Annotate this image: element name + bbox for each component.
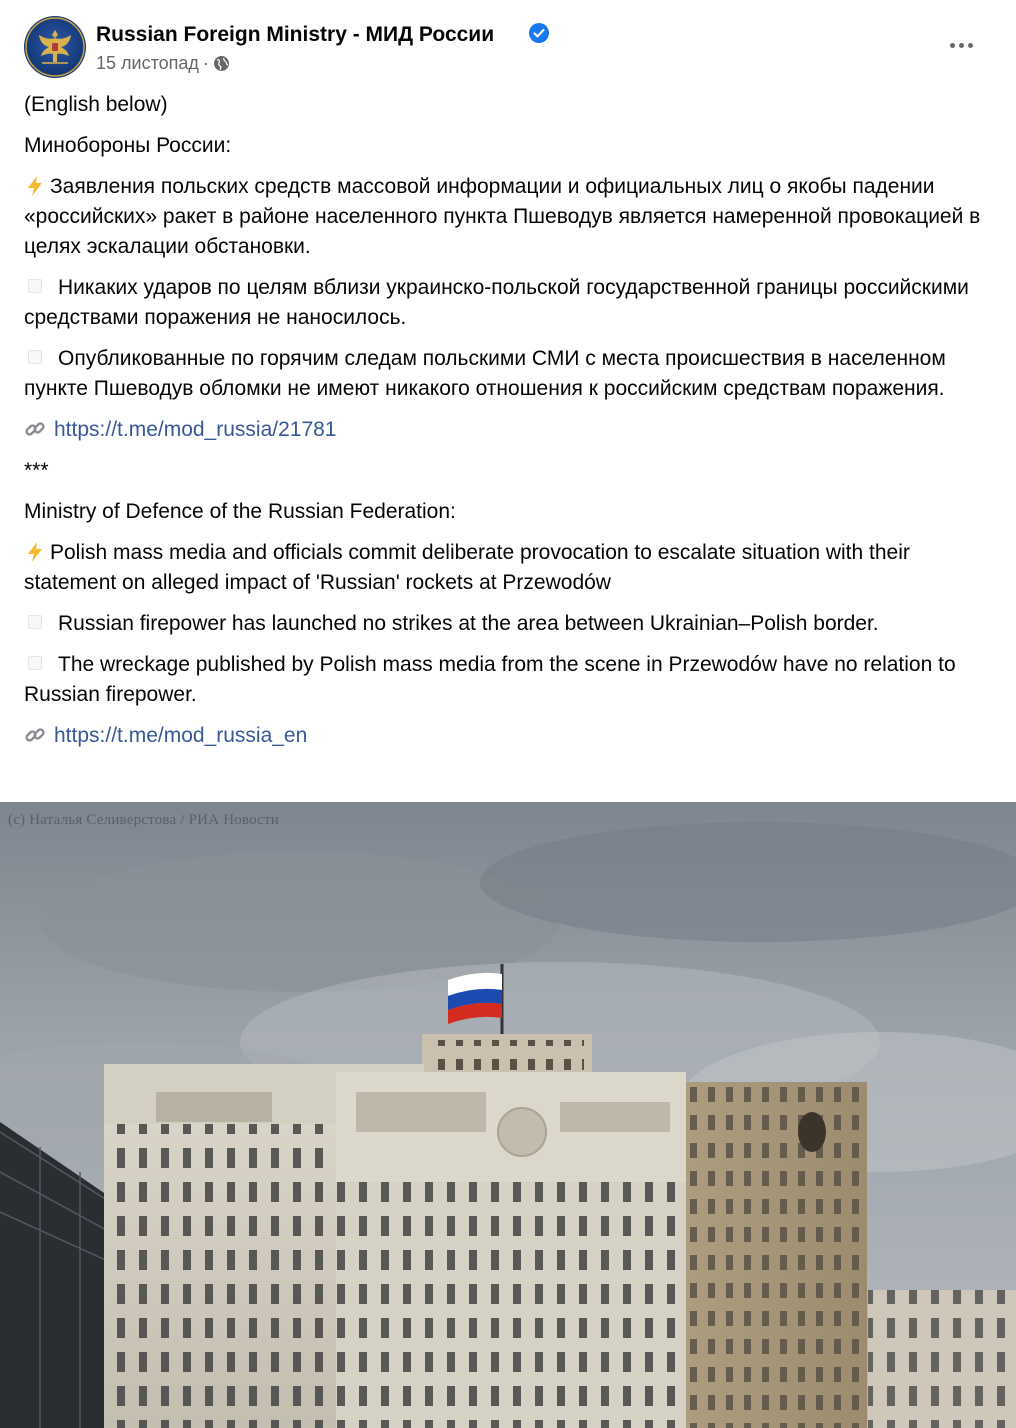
intro-line: (English below) <box>24 93 168 116</box>
ru-paragraph-3 <box>24 344 984 404</box>
more-options-icon <box>968 43 973 48</box>
en-link-line <box>24 721 984 751</box>
white-square-icon <box>28 656 42 670</box>
ru-telegram-link[interactable]: https://t.me/mod_russia/21781 <box>54 418 337 441</box>
en-paragraph-1-text: Polish mass media and officials commit deliberate provocation to escalate situation with their statement on alleged impact of 'Russian' rockets at Przewodów <box>24 541 910 594</box>
ru-paragraph-2 <box>24 273 984 333</box>
lightning-icon <box>24 541 46 563</box>
globe-icon[interactable] <box>213 55 230 72</box>
en-paragraph-2 <box>24 609 984 639</box>
post-photo[interactable] <box>0 802 1016 1428</box>
photo-watermark: (c) Наталья Селиверстова / РИА Новости <box>8 812 280 828</box>
en-heading: Ministry of Defence of the Russian Federation: <box>24 500 456 523</box>
page-avatar[interactable] <box>24 16 86 78</box>
en-paragraph-3 <box>24 650 984 710</box>
post-meta <box>96 53 230 74</box>
lightning-icon <box>24 175 46 197</box>
white-square-icon <box>28 279 42 293</box>
white-square-icon <box>28 615 42 629</box>
post-text <box>24 90 984 762</box>
more-options-button[interactable] <box>942 30 982 60</box>
ru-paragraph-1 <box>24 172 984 262</box>
en-telegram-link[interactable]: https://t.me/mod_russia_en <box>54 724 308 747</box>
ru-link-line <box>24 415 984 445</box>
en-paragraph-1 <box>24 538 984 598</box>
ru-paragraph-1-text: Заявления польских средств массовой информации и официальных лиц о якобы падении «российских» ракет в районе населенного пункта Пшеводув является намеренной провокацией в целях эскалации обстановки. <box>24 175 981 258</box>
building-photo <box>0 802 1016 1428</box>
post-date[interactable]: 15 листопад <box>96 53 199 73</box>
more-options-icon <box>959 43 964 48</box>
meta-separator: · <box>202 53 209 73</box>
ru-paragraph-3-text: Опубликованные по горячим следам польскими СМИ с места происшествия в населенном пункте Пшеводув обломки не имеют никакого отношения к российским средствам поражения. <box>24 347 946 400</box>
chain-link-icon <box>24 418 46 440</box>
verified-badge-icon <box>528 22 550 44</box>
post-header <box>24 16 992 80</box>
ru-paragraph-2-text: Никаких ударов по целям вблизи украинско-польской государственной границы российскими средствами поражения не наносилось. <box>24 276 969 329</box>
more-options-icon <box>950 43 955 48</box>
white-square-icon <box>28 350 42 364</box>
ru-heading: Минобороны России: <box>24 134 232 157</box>
chain-link-icon <box>24 724 46 746</box>
page-name[interactable]: Russian Foreign Ministry - МИД России <box>96 23 495 46</box>
divider-line: *** <box>24 459 49 482</box>
emblem-icon <box>24 16 86 78</box>
en-paragraph-3-text: The wreckage published by Polish mass media from the scene in Przewodów have no relation to Russian firepower. <box>24 653 956 706</box>
en-paragraph-2-text: Russian firepower has launched no strikes at the area between Ukrainian–Polish border. <box>58 612 879 635</box>
